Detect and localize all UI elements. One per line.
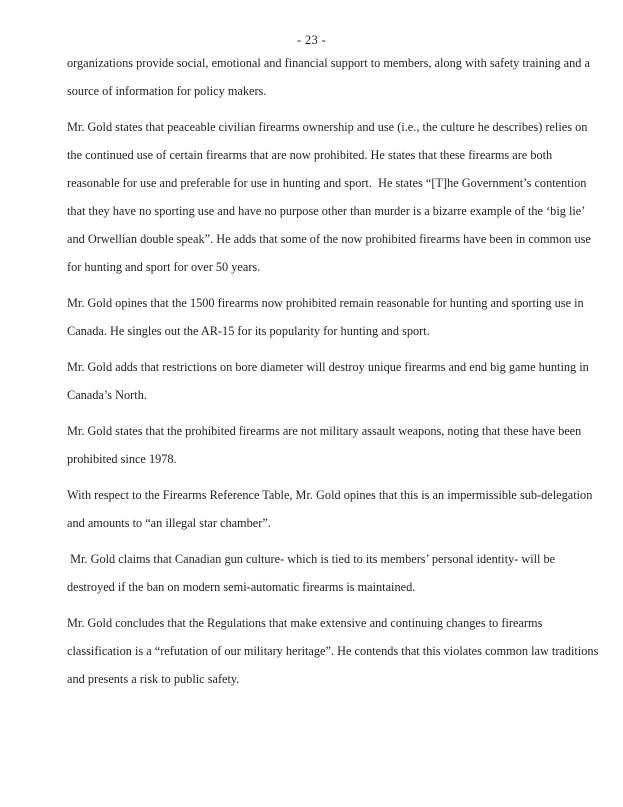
paragraph: organizations provide social, emotional and financial support to members, along with safety training and a source of information for policy makers. — [67, 56, 594, 98]
paragraph: Mr. Gold claims that Canadian gun culture- which is tied to its members’ personal identity- will be destroyed if the ban on modern semi-automatic firearms is maintained. — [67, 552, 559, 594]
page-number: - 23 - — [297, 33, 326, 47]
paragraph: Mr. Gold opines that the 1500 firearms now prohibited remain reasonable for hunting and sporting use in Canada. He singles out the AR-15 for its popularity for hunting and sport. — [67, 296, 587, 338]
paragraph: Mr. Gold states that peaceable civilian firearms ownership and use (i.e., the culture he describes) relies on the continued use of certain firearms that are now prohibited. He states that these firearms are both reasonable for use and preferable for use in hunting and sport. He states “[T]he Government’s contention that they have no sporting use and have no purpose other than murder is a bizarre example of the ‘big lie’ and Orwellian double speak”. He adds that some of the now prohibited firearms have been in common use for hunting and sport for over 50 years. — [67, 120, 594, 274]
document-body — [67, 49, 604, 701]
paragraph: Mr. Gold concludes that the Regulations that make extensive and continuing changes to firearms classification is a “refutation of our military heritage”. He contends that this violates common law traditions and presents a risk to public safety. — [67, 616, 602, 686]
paragraph: With respect to the Firearms Reference Table, Mr. Gold opines that this is an impermissible sub-delegation and amounts to “an illegal star chamber”. — [67, 488, 596, 530]
paragraph: Mr. Gold adds that restrictions on bore diameter will destroy unique firearms and end big game hunting in Canada’s North. — [67, 360, 592, 402]
paragraph: Mr. Gold states that the prohibited firearms are not military assault weapons, noting that these have been prohibited since 1978. — [67, 424, 585, 466]
